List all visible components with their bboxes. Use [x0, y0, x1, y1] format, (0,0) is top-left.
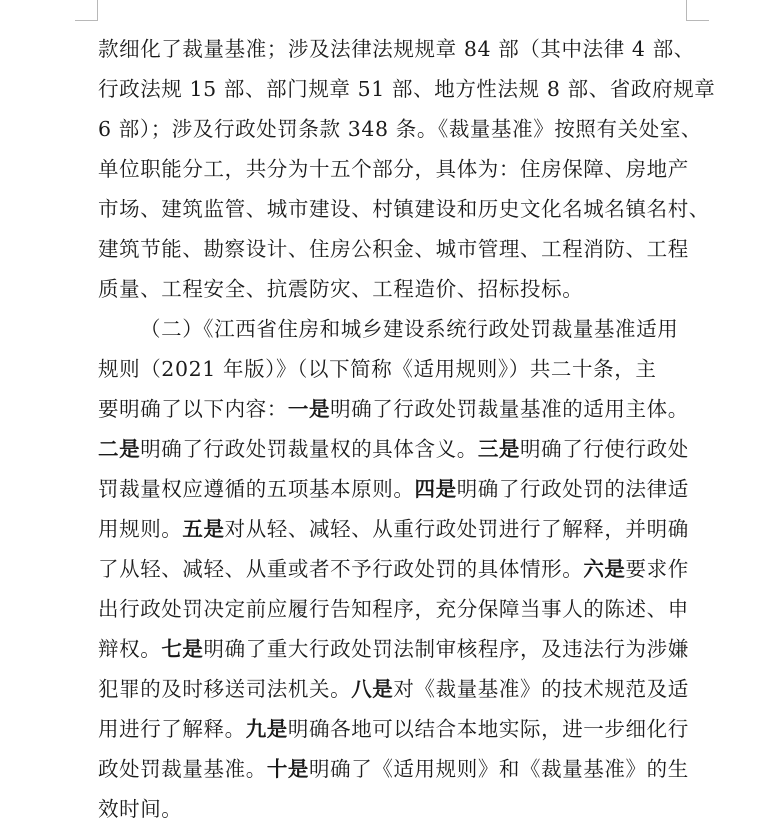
text-segment: 效时间。 [98, 797, 183, 821]
text-line [98, 789, 698, 829]
text-segment: （二）《江西省住房和城乡建设系统行政处罚裁量基准适用 [140, 317, 679, 341]
text-segment: 对从轻、减轻、从重行政处罚进行了解释，并明确 [224, 517, 689, 541]
text-line [98, 709, 698, 749]
bold-text-segment: 四是 [414, 477, 457, 501]
text-segment: 明确了行政处罚的法律适 [456, 477, 689, 501]
text-segment: 明确了行政处罚裁量基准的适用主体。 [330, 397, 689, 421]
text-segment: 明确了重大行政处罚法制审核程序，及违法行为涉嫌 [203, 637, 689, 661]
text-line [98, 589, 698, 629]
text-segment: 明确了行政处罚裁量权的具体含义。 [140, 437, 478, 461]
text-segment: 辩权。 [98, 637, 162, 661]
text-segment: 行政法规 15 部、部门规章 51 部、地方性法规 8 部、省政府规章 [98, 77, 716, 101]
text-line [98, 629, 698, 669]
margin-corner-mark-left [75, 0, 98, 21]
text-line [98, 389, 698, 429]
text-line [98, 749, 698, 789]
text-line [98, 669, 698, 709]
text-line [98, 109, 703, 149]
margin-corner-mark-right [686, 0, 709, 21]
text-line [98, 269, 698, 309]
text-segment: 单位职能分工，共分为十五个部分，具体为：住房保障、房地产 [98, 157, 689, 181]
text-line [98, 429, 698, 469]
bold-text-segment: 十是 [266, 757, 310, 781]
bold-text-segment: 五是 [182, 517, 225, 541]
text-line [98, 29, 698, 69]
bold-text-segment: 二是 [98, 437, 141, 461]
text-segment: 市场、建筑监管、城市建设、村镇建设和历史文化名城名镇名村、 [98, 197, 710, 221]
text-line [98, 69, 716, 109]
text-segment: 款细化了裁量基准；涉及法律法规规章 84 部（其中法律 4 部、 [98, 37, 695, 61]
text-line [98, 509, 698, 549]
text-line [98, 189, 710, 229]
bold-text-segment: 一是 [287, 397, 331, 421]
text-segment: 规则（2021 年版）》（以下简称《适用规则》）共二十条，主 [98, 357, 657, 381]
body-text [98, 29, 716, 829]
text-line [98, 309, 698, 349]
text-segment: 质量、工程安全、抗震防灾、工程造价、招标投标。 [98, 277, 584, 301]
text-segment: 明确各地可以结合本地实际，进一步细化行 [287, 717, 689, 741]
text-line [98, 469, 698, 509]
text-segment: 建筑节能、勘察设计、住房公积金、城市管理、工程消防、工程 [98, 237, 689, 261]
text-segment: 要明确了以下内容： [98, 397, 288, 421]
text-segment: 出行政处罚决定前应履行告知程序，充分保障当事人的陈述、申 [98, 597, 689, 621]
text-segment: 了从轻、减轻、从重或者不予行政处罚的具体情形。 [98, 557, 584, 581]
bold-text-segment: 六是 [583, 557, 626, 581]
text-segment: 犯罪的及时移送司法机关。 [98, 677, 352, 701]
bold-text-segment: 七是 [161, 637, 204, 661]
bold-text-segment: 九是 [245, 717, 288, 741]
text-segment: 6 部）；涉及行政处罚条款 348 条。《裁量基准》按照有关处室、 [98, 117, 703, 141]
text-line [98, 149, 698, 189]
bold-text-segment: 八是 [351, 677, 394, 701]
text-line [98, 229, 698, 269]
text-segment: 政处罚裁量基准。 [98, 757, 267, 781]
text-segment: 罚裁量权应遵循的五项基本原则。 [98, 477, 415, 501]
text-segment: 要求作 [625, 557, 689, 581]
text-segment: 用规则。 [98, 517, 183, 541]
text-segment: 用进行了解释。 [98, 717, 246, 741]
text-line [98, 549, 698, 589]
text-segment: 明确了行使行政处 [520, 437, 689, 461]
text-segment: 对《裁量基准》的技术规范及适 [393, 677, 689, 701]
text-segment: 明确了《适用规则》和《裁量基准》的生 [309, 757, 689, 781]
text-line [98, 349, 698, 389]
bold-text-segment: 三是 [477, 437, 521, 461]
